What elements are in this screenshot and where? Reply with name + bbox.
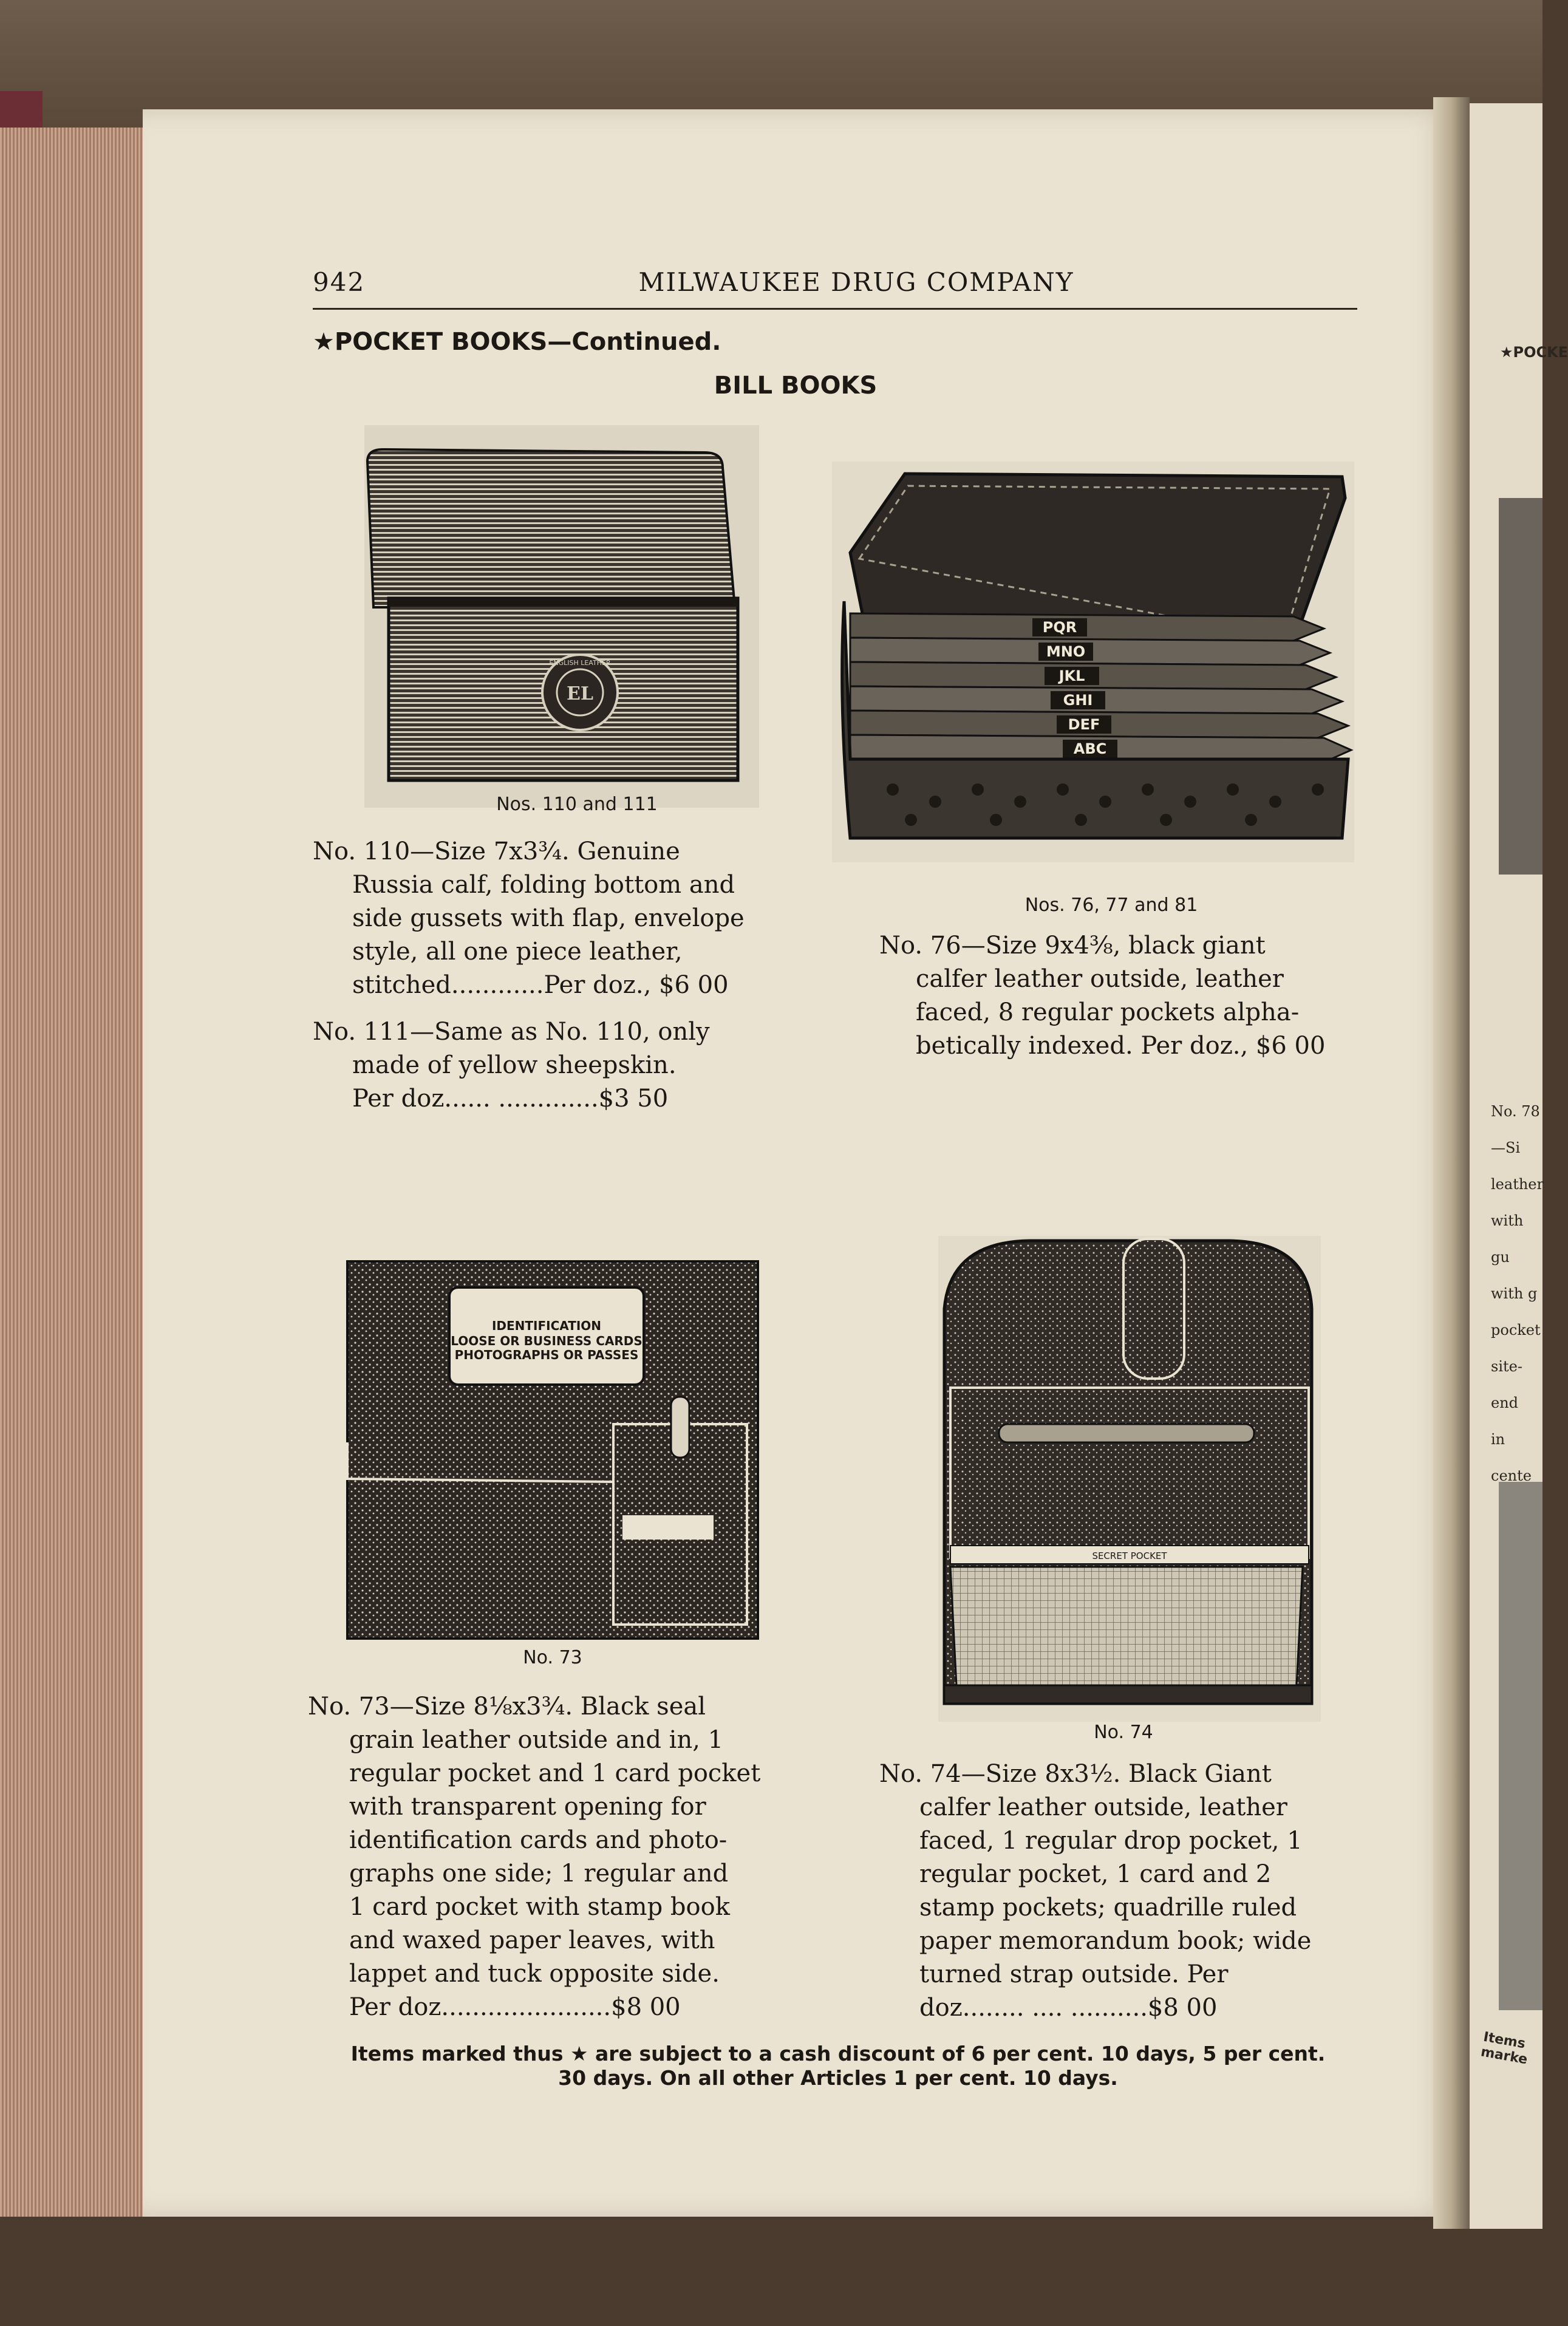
description-73 (308, 1690, 806, 2024)
section-heading-text: POCKET BOOKS—Continued. (334, 328, 721, 356)
section-heading (313, 328, 721, 356)
facing-page-image-1 (1499, 498, 1542, 875)
card-window-line: LOOSE OR BUSINESS CARDS (451, 1334, 643, 1348)
emboss-text: ENGLISH LEATHER (549, 659, 611, 667)
footnote-line-2: 30 days. On all other Articles 1 per cent. 10 days. (558, 2066, 1118, 2090)
tab-label: GHI (1063, 692, 1093, 709)
desc-line: faced, 8 regular pockets alpha- (916, 998, 1300, 1026)
desc-line: style, all one piece leather, (352, 938, 683, 966)
product-image-74 (938, 1236, 1321, 1722)
description-74 (879, 1758, 1371, 2025)
discount-footnote (304, 2042, 1372, 2090)
desc-line: side gussets with flap, envelope (352, 904, 745, 932)
section-subheading: BILL BOOKS (714, 372, 878, 400)
product-image-110-111 (364, 425, 759, 808)
caption-73: No. 73 (523, 1647, 582, 1668)
tab-label: ABC (1073, 740, 1107, 757)
desc-line: Per doz......................$8 00 (349, 1993, 681, 2021)
facing-page-heading: ★POCKE (1500, 344, 1568, 361)
desc-line: regular pocket and 1 card pocket (349, 1759, 761, 1787)
page-edge-stack (0, 128, 143, 2217)
desc-line: 1 card pocket with stamp book (349, 1893, 730, 1921)
desc-line: paper memorandum book; wide (919, 1927, 1312, 1955)
facing-line: pocket (1491, 1322, 1541, 1339)
footnote-line-1: Items marked thus ★ are subject to a cash discount of 6 per cent. 10 days, 5 per cent. (350, 2042, 1326, 2065)
caption-76: Nos. 76, 77 and 81 (1024, 895, 1198, 916)
product-image-76 (832, 462, 1354, 862)
facing-line: site-end (1491, 1358, 1522, 1411)
desc-line: doz........ .... ..........$8 00 (919, 1994, 1218, 2022)
description-110 (313, 835, 799, 1002)
book-gutter (1433, 97, 1470, 2229)
facing-line: with gu (1491, 1212, 1524, 1266)
desc-line: regular pocket, 1 card and 2 (919, 1860, 1272, 1888)
book-cover-bottom (0, 2217, 1542, 2326)
desc-line: betically indexed. Per doz., $6 00 (916, 1032, 1326, 1060)
desc-line: No. 74—Size 8x3½. Black Giant (879, 1760, 1272, 1788)
description-111 (313, 1015, 799, 1116)
facing-page-text (1491, 1093, 1546, 1494)
desc-line: Russia calf, folding bottom and (352, 871, 735, 899)
facing-page-image-2 (1499, 1482, 1542, 2010)
desc-line: with transparent opening for (349, 1793, 706, 1821)
tab-label: DEF (1068, 716, 1100, 733)
desc-line: and waxed paper leaves, with (349, 1926, 715, 1954)
card-window-line: IDENTIFICATION (491, 1318, 602, 1333)
card-window-line: PHOTOGRAPHS OR PASSES (454, 1348, 639, 1362)
desc-line: stamp pockets; quadrille ruled (919, 1894, 1297, 1922)
desc-line: turned strap outside. Per (919, 1960, 1229, 1988)
desc-line: No. 73—Size 8⅛x3¾. Black seal (308, 1693, 706, 1721)
desc-line: graphs one side; 1 regular and (349, 1860, 729, 1888)
desc-line: No. 110—Size 7x3¾. Genuine (313, 837, 680, 865)
tab-label: JKL (1058, 667, 1085, 684)
facing-line: leather (1491, 1176, 1544, 1193)
description-76 (879, 929, 1371, 1063)
caption-74: No. 74 (1094, 1722, 1153, 1743)
book-cover-top (0, 0, 1542, 128)
desc-line: calfer leather outside, leather (919, 1793, 1287, 1821)
desc-line: made of yellow sheepskin. (352, 1051, 677, 1079)
star-icon: ★ (313, 328, 335, 356)
desc-line: No. 76—Size 9x4⅜, black giant (879, 932, 1266, 960)
header-rule (313, 308, 1357, 310)
caption-110-111: Nos. 110 and 111 (496, 794, 658, 815)
desc-line: Per doz...... .............$3 50 (352, 1085, 669, 1113)
product-image-73 (346, 1260, 759, 1640)
page-number: 942 (313, 267, 366, 297)
desc-line: faced, 1 regular drop pocket, 1 (919, 1827, 1303, 1855)
desc-line: grain leather outside and in, 1 (349, 1726, 724, 1754)
desc-line: lappet and tuck opposite side. (349, 1960, 720, 1988)
desc-line: No. 111—Same as No. 110, only (313, 1018, 710, 1046)
facing-line: in cente (1491, 1431, 1532, 1484)
svg-text:EL: EL (567, 683, 593, 704)
desc-line: calfer leather outside, leather (916, 965, 1284, 993)
desc-line: identification cards and photo- (349, 1826, 728, 1854)
facing-line: with g (1491, 1285, 1538, 1302)
secret-pocket-label: SECRET POCKET (1092, 1550, 1167, 1561)
tab-label: PQR (1042, 619, 1077, 636)
facing-page-footer: Items marke (1479, 2029, 1529, 2068)
running-header: MILWAUKEE DRUG COMPANY (638, 267, 1074, 297)
tab-label: MNO (1046, 643, 1086, 660)
desc-line: stitched............Per doz., $6 00 (352, 971, 729, 999)
facing-line: No. 78—Si (1491, 1103, 1540, 1156)
